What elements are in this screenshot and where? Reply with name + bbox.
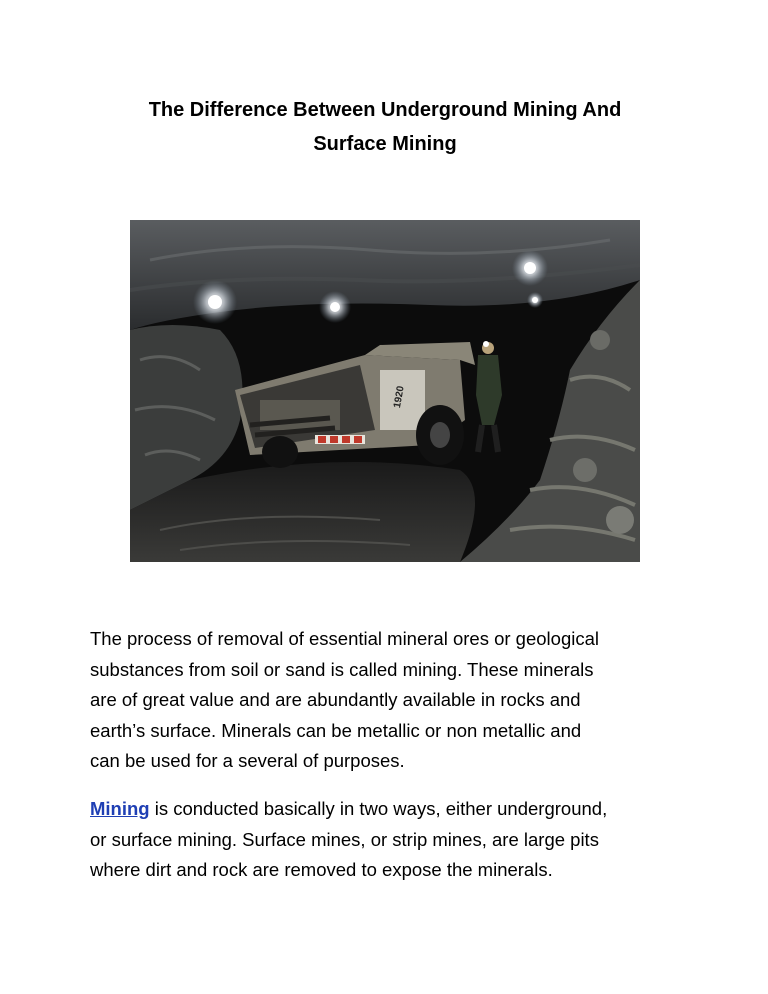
paragraph-line: The process of removal of essential mineral ores or geological <box>90 628 599 649</box>
paragraph-line: or surface mining. Surface mines, or strip mines, are large pits <box>90 828 599 850</box>
paragraph-line: substances from soil or sand is called mining. These minerals <box>90 658 594 680</box>
underground-mine-illustration <box>130 220 640 562</box>
paragraph-line-rest: is conducted basically in two ways, either underground, <box>149 798 608 819</box>
title-line-2: Surface Mining <box>313 133 457 155</box>
paragraph-first-line <box>90 794 690 825</box>
mining-link[interactable]: Mining <box>90 798 150 819</box>
paragraph-intro <box>90 624 690 777</box>
paragraph-line: are of great value and are abundantly available in rocks and <box>90 689 581 710</box>
vehicle-number-label: 1920 <box>392 385 407 409</box>
paragraph-mining-types <box>90 794 690 886</box>
paragraph-line: where dirt and rock are removed to expose the minerals. <box>90 859 553 880</box>
paragraph-line: can be used for a several of purposes. <box>90 750 405 771</box>
mine-photo <box>130 220 640 562</box>
document-title <box>90 93 680 161</box>
paragraph-line: earth’s surface. Minerals can be metallic or non metallic and <box>90 719 582 741</box>
title-line-1: The Difference Between Underground Mining And <box>148 99 622 121</box>
